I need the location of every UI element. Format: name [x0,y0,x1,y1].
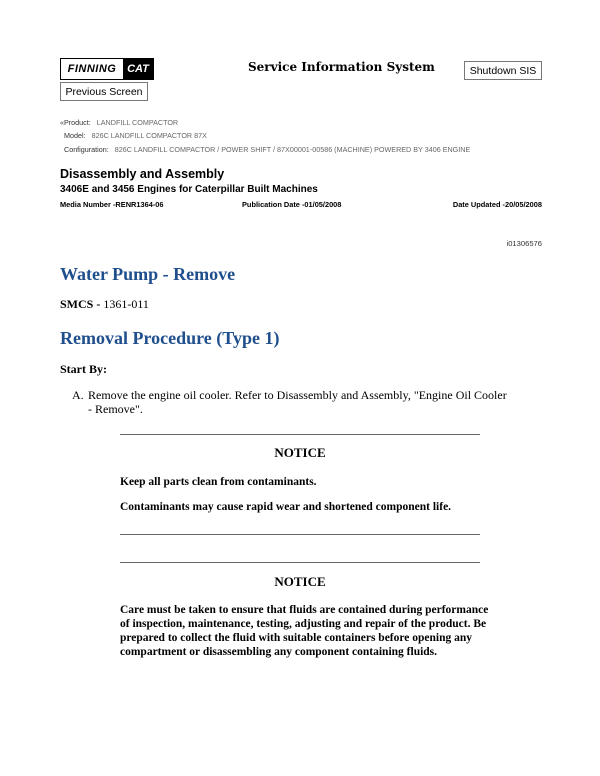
reference-id: i01306576 [506,239,542,248]
configuration-label: Configuration: [64,145,109,154]
smcs-value: 1361-011 [103,297,149,311]
meta-configuration [64,145,470,154]
shutdown-sis-button[interactable]: Shutdown SIS [464,61,542,80]
notice-text: Contaminants may cause rapid wear and shortened component life. [120,501,452,513]
media-number: Media Number -RENR1364-06 [60,200,164,209]
configuration-value: 826C LANDFILL COMPACTOR / POWER SHIFT / 87X00001-00586 (MACHINE) POWERED BY 3406 ENGINE [114,145,471,154]
document-title: Disassembly and Assembly [60,167,225,181]
notice-divider [120,562,480,563]
logo-cat: CAT [123,59,153,79]
logo-brand: FINNING [61,59,123,79]
smcs-code [60,297,149,312]
document-subtitle: 3406E and 3456 Engines for Caterpillar Built Machines [60,184,318,195]
meta-product [60,118,178,127]
model-value: 826C LANDFILL COMPACTOR 87X [91,131,207,140]
previous-screen-button[interactable]: Previous Screen [60,82,148,101]
step-letter: A. [72,388,84,402]
date-updated: Date Updated -20/05/2008 [452,200,542,209]
procedure-step [72,388,512,416]
system-title: Service Information System [248,60,435,74]
model-label: Model: [64,131,86,140]
notice-title: NOTICE [274,574,326,589]
notice-text: Keep all parts clean from contaminants. [120,476,317,488]
start-by-label: Start By: [60,362,107,376]
section-heading: Removal Procedure (Type 1) [60,328,280,348]
meta-model [64,131,207,140]
product-label[interactable]: «Product: [60,118,91,127]
product-value: LANDFILL COMPACTOR [96,118,179,127]
finning-cat-logo [60,58,154,80]
smcs-label: SMCS - [60,297,101,311]
step-text: Remove the engine oil cooler. Refer to Disassembly and Assembly, "Engine Oil Cooler - Remove". [88,388,507,416]
notice-title: NOTICE [274,445,326,460]
notice-divider [120,534,480,535]
notice-divider [120,434,480,435]
notice-text: Care must be taken to ensure that fluids are contained during performance of inspection, maintenance, testing, adjusting and repair of the product. Be prepared to collect the fluid with suitable containers before opening any compartment or disassembling any component containing fluids. [120,604,489,658]
publication-date: Publication Date -01/05/2008 [242,200,342,209]
page-heading: Water Pump - Remove [60,264,236,284]
